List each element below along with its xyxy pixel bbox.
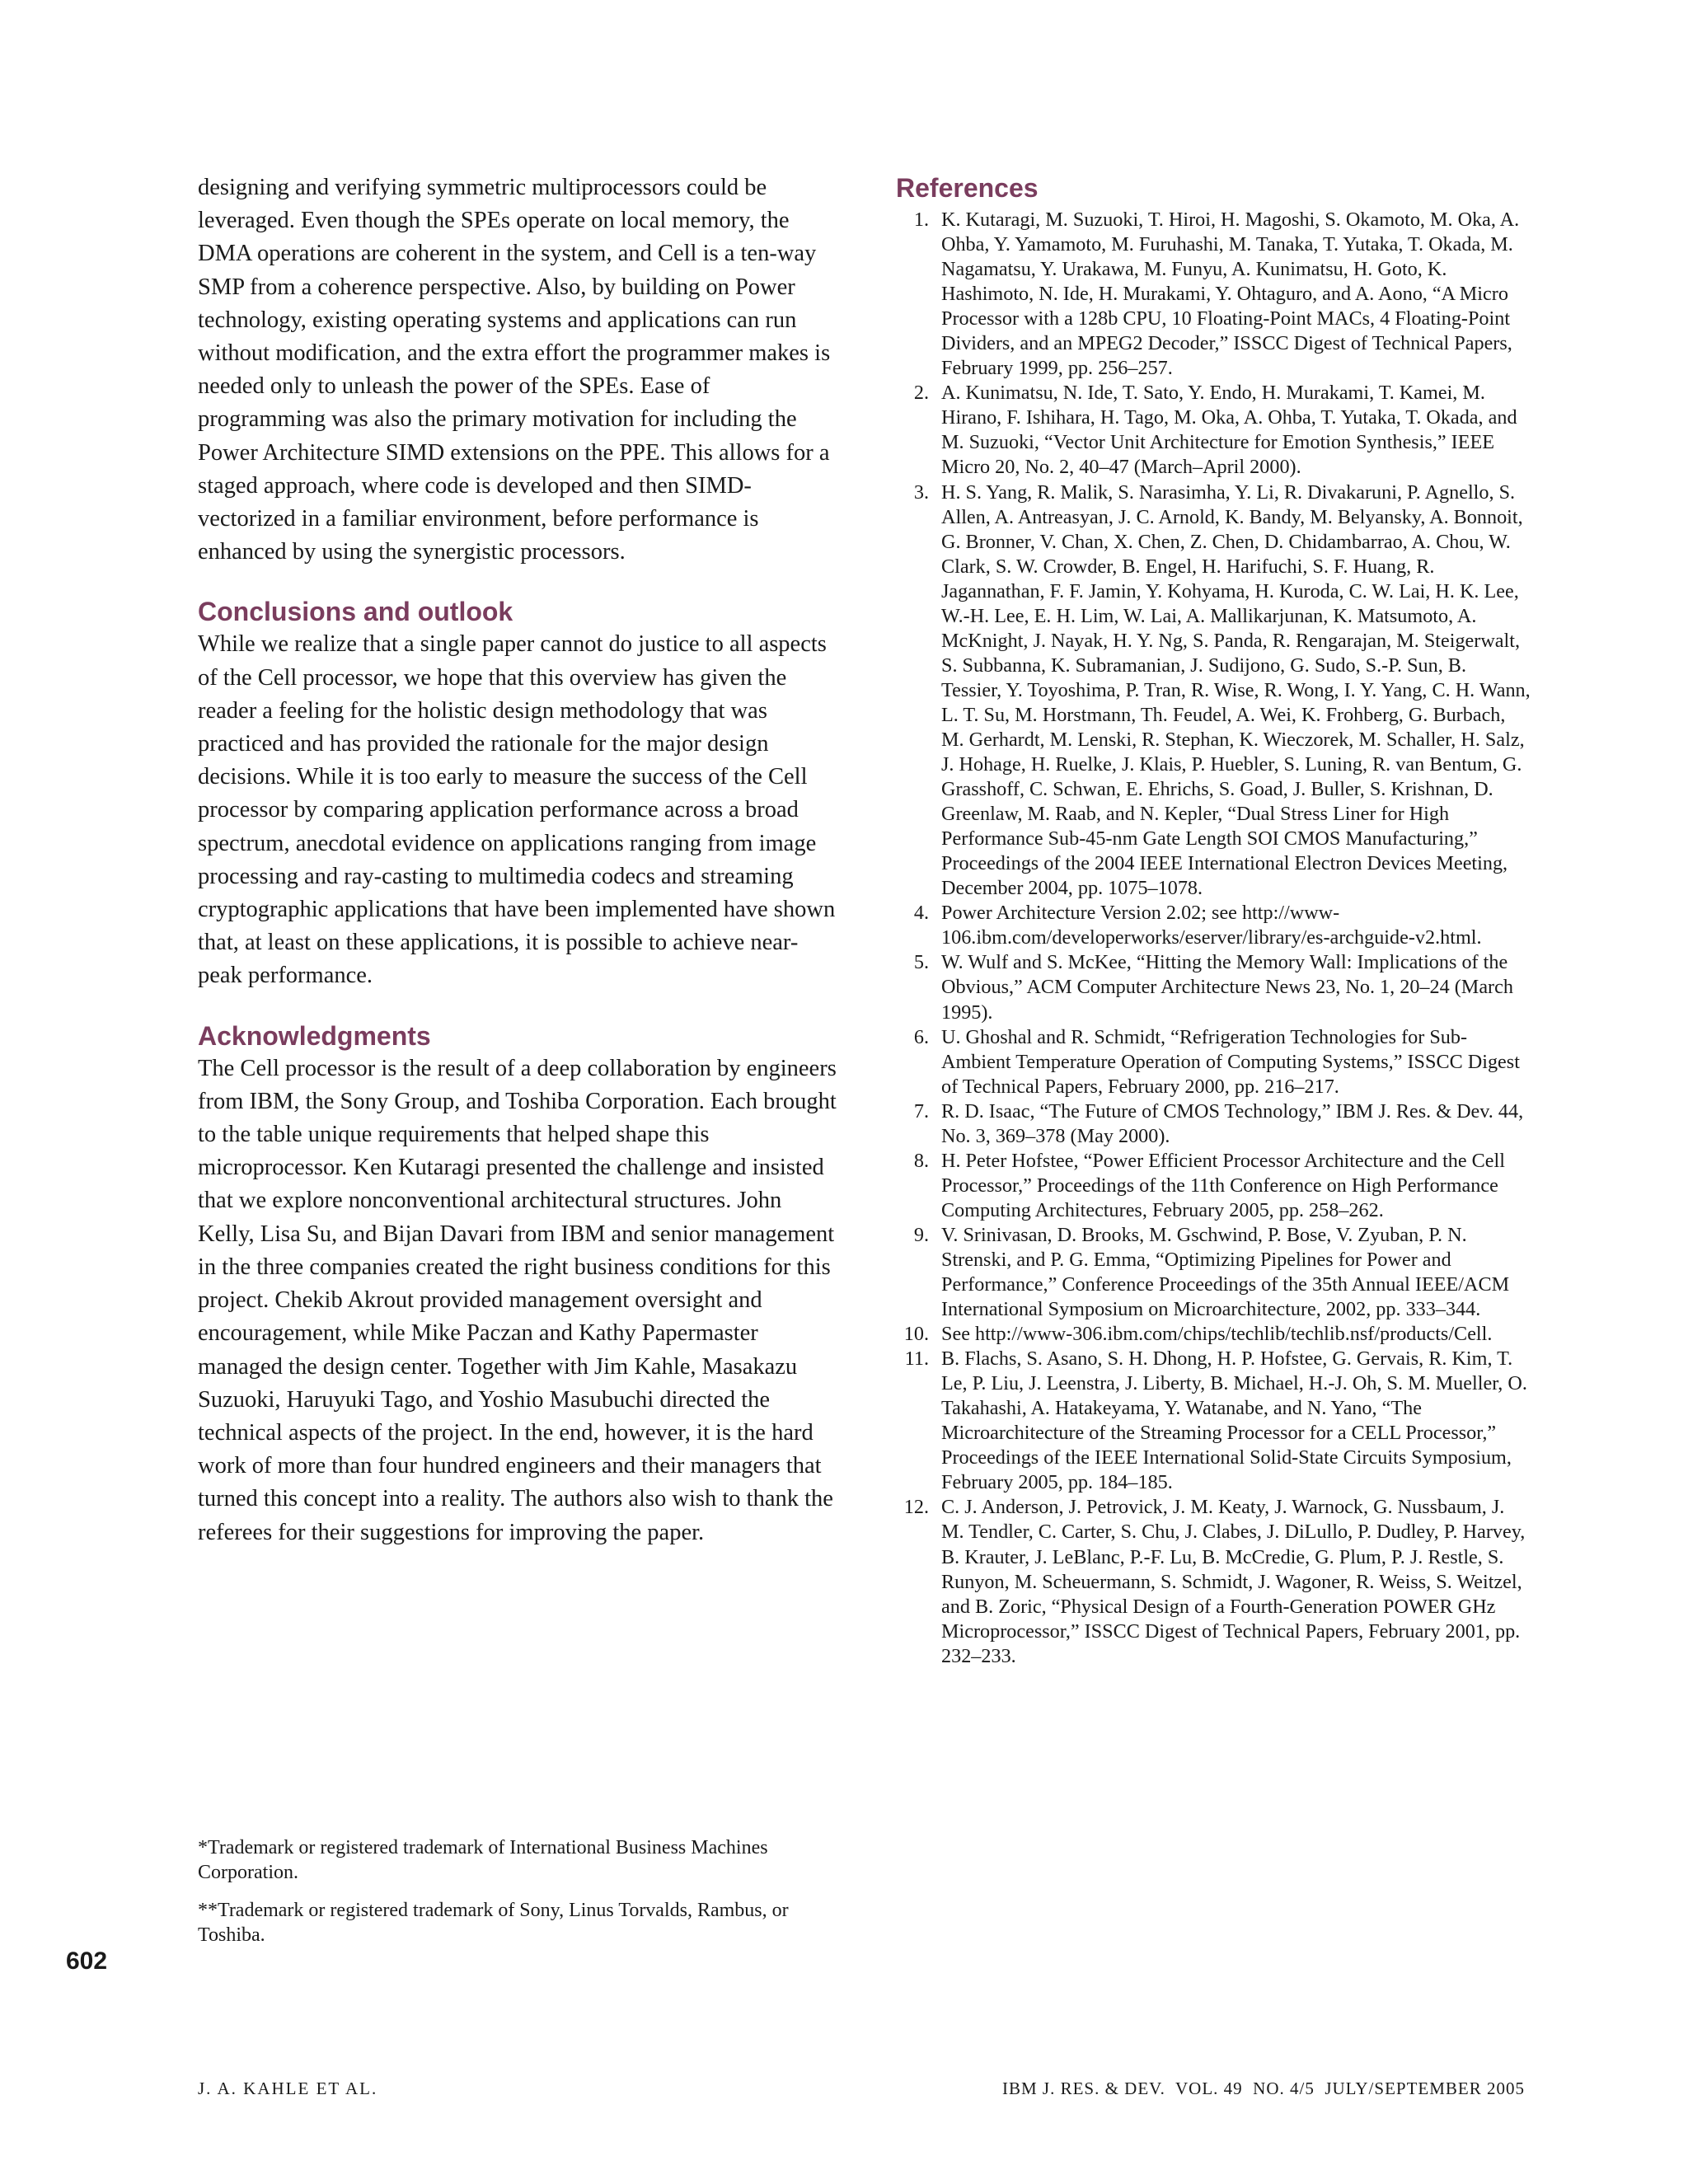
reference-number: 12. xyxy=(903,1496,929,1519)
reference-number: 11. xyxy=(904,1347,929,1371)
references-list xyxy=(896,208,1531,1669)
footer-journal-citation: IBM J. RES. & DEV. VOL. 49 NO. 4/5 JULY/SEPTEMBER 2005 xyxy=(1001,2079,1525,2098)
reference-number: 8. xyxy=(913,1149,929,1172)
reference-number: 9. xyxy=(913,1223,929,1246)
footer-authors: J. A. KAHLE ET AL. xyxy=(198,2079,378,2098)
reference-item xyxy=(896,381,1531,480)
reference-number: 1. xyxy=(913,209,929,231)
reference-item xyxy=(896,1322,1531,1347)
reference-number: 10. xyxy=(903,1323,929,1346)
conclusions-paragraph: While we realize that a single paper cannot do justice to all aspects of the Cell processor, we hope that this overview has given the reader a feeling for the holistic design methodology that was practiced and has provided the rationale for the major design decisions. While it is too early to measure the success of the Cell processor by comparing application performance across a broad spectrum, anecdotal evidence on applications ranging from image processing and ray-casting to multimedia codecs and streaming cryptographic applications that have been implemented have shown that, at least on these applications, it is possible to achieve near-peak performance. xyxy=(198,631,836,989)
reference-text: V. Srinivasan, D. Brooks, M. Gschwind, P. Bose, V. Zyuban, P. N. Strenski, and P. G. Emma, “Optimizing Pipelines for Power and Performance,” Conference Proceedings of the 35th Annual IEEE/ACM International Symposium on Microarchitecture, 2002, pp. 333–344. xyxy=(941,1223,1510,1321)
left-column xyxy=(198,171,839,1549)
reference-text: H. Peter Hofstee, “Power Efficient Processor Architecture and the Cell Processor,” Proceedings of the 11th Conference on High Performance Computing Architectures, February 2005, pp. 258–262. xyxy=(941,1149,1505,1221)
reference-text: H. S. Yang, R. Malik, S. Narasimha, Y. Li, R. Divakaruni, P. Agnello, S. Allen, A. Antreasyan, J. C. Arnold, K. Bandy, M. Belyansky, A. Bonnoit, G. Bronner, V. Chan, X. Chen, Z. Chen, D. Chidambarrao, A. Chou, W. Clark, S. W. Crowder, B. Engel, H. Harifuchi, S. F. Huang, R. Jagannathan, F. F. Jamin, Y. Kohyama, H. Kuroda, C. W. Lai, H. K. Lee, W.-H. Lee, E. H. Lim, W. Lai, A. Mallikarjunan, K. Matsumoto, A. McKnight, J. Nayak, H. Y. Ng, S. Panda, R. Rengarajan, M. Steigerwalt, S. Subbanna, K. Subramanian, J. Sudijono, G. Sudo, S.-P. Sun, B. Tessier, Y. Toyoshima, P. Tran, R. Wise, R. Wong, I. Y. Yang, C. H. Wann, L. T. Su, M. Horstmann, Th. Feudel, A. Wei, K. Frohberg, G. Burbach, M. Gerhardt, M. Lenski, R. Stephan, K. Wieczorek, M. Schaller, H. Salz, J. Hohage, H. Ruelke, J. Klais, P. Huebler, S. Luning, R. van Bentum, G. Grasshoff, C. Schwan, E. Ehrichs, S. Goad, J. Buller, S. Krishnan, D. Greenlaw, M. Raab, and N. Kepler, “Dual Stress Liner for High Performance Sub-45-nm Gate Length SOI CMOS Manufacturing,” Proceedings of the 2004 IEEE International Electron Devices Meeting, December 2004, pp. 1075–1078. xyxy=(941,480,1531,900)
acknowledgments-paragraph: The Cell processor is the result of a deep collaboration by engineers from IBM, the Sony Group, and Toshiba Corporation. Each brought to the table unique requirements that helped shape this microprocessor. Ken Kutaragi presented the challenge and insisted that we explore nonconventional architectural structures. John Kelly, Lisa Su, and Bijan Davari from IBM and senior management in the three companies created the right business conditions for this project. Chekib Akrout provided management oversight and encouragement, while Mike Paczan and Kathy Papermaster managed the design center. Together with Jim Kahle, Masakazu Suzuoki, Haruyuki Tago, and Yoshio Masubuchi directed the technical aspects of the project. In the end, however, it is the hard work of more than four hundred engineers and their managers that turned this concept into a reality. The authors also wish to thank the referees for their suggestions for improving the paper. xyxy=(198,1055,837,1545)
reference-number: 7. xyxy=(913,1099,929,1122)
reference-item xyxy=(896,901,1531,950)
reference-item xyxy=(896,1495,1531,1668)
reference-text: W. Wulf and S. McKee, “Hitting the Memory Wall: Implications of the Obvious,” ACM Computer Architecture News 23, No. 1, 20–24 (March 1995). xyxy=(941,951,1513,1024)
footnotes xyxy=(198,1835,841,1961)
reference-text: K. Kutaragi, M. Suzuoki, T. Hiroi, H. Magoshi, S. Okamoto, M. Oka, A. Ohba, Y. Yamamoto, M. Furuhashi, M. Tanaka, T. Yutaka, T. Okada, M. Nagamatsu, Y. Urakawa, M. Funyu, A. Kunimatsu, H. Goto, K. Hashimoto, N. Ide, H. Murakami, Y. Ohtaguro, and A. Aono, “A Micro Processor with a 128b CPU, 10 Floating-Point MACs, 4 Floating-Point Dividers, and an MPEG2 Decoder,” ISSCC Digest of Technical Papers, February 1999, pp. 256–257. xyxy=(941,209,1520,380)
reference-text: U. Ghoshal and R. Schmidt, “Refrigeration Technologies for Sub-Ambient Temperature Operation of Computing Systems,” ISSCC Digest of Technical Papers, February 2000, pp. 216–217. xyxy=(941,1025,1520,1098)
footnote-sony-trademark: **Trademark or registered trademark of Sony, Linus Torvalds, Rambus, or Toshiba. xyxy=(198,1900,789,1946)
intro-paragraph: designing and verifying symmetric multiprocessors could be leveraged. Even though the SPEs operate on local memory, the DMA operations are coherent in the system, and Cell is a ten-way SMP from a coherence perspective. Also, by building on Power technology, existing operating systems and applications can run without modification, and the extra effort the programmer makes is needed only to unleash the power of the SPEs. Ease of programming was also the primary motivation for including the Power Architecture SIMD extensions on the PPE. This allows for a staged approach, where code is developed and then SIMD-vectorized in a familiar environment, before performance is enhanced by using the synergistic processors. xyxy=(198,175,831,565)
reference-number: 5. xyxy=(913,951,929,974)
reference-text: Power Architecture Version 2.02; see http://www-106.ibm.com/developerworks/eserver/library/es-archguide-v2.html. xyxy=(941,902,1482,949)
reference-item xyxy=(896,1099,1531,1149)
references-heading: References xyxy=(896,173,1039,203)
reference-item xyxy=(896,480,1531,902)
reference-item xyxy=(896,1223,1531,1322)
reference-number: 6. xyxy=(913,1025,929,1048)
reference-text: See http://www-306.ibm.com/chips/techlib/techlib.nsf/products/Cell. xyxy=(941,1323,1493,1346)
reference-number: 4. xyxy=(913,902,929,925)
reference-text: B. Flachs, S. Asano, S. H. Dhong, H. P. Hofstee, G. Gervais, R. Kim, T. Le, P. Liu, J. Leenstra, J. Liberty, B. Michael, H.-J. Oh, S. M. Mueller, O. Takahashi, A. Hatakeyama, Y. Watanabe, and N. Yano, “The Microarchitecture of the Streaming Processor for a CELL Processor,” Proceedings of the IEEE International Solid-State Circuits Symposium, February 2005, pp. 184–185. xyxy=(941,1347,1527,1494)
reference-number: 3. xyxy=(913,480,929,504)
page-number: 602 xyxy=(66,1947,108,1975)
reference-item xyxy=(896,950,1531,1024)
conclusions-heading: Conclusions and outlook xyxy=(198,597,513,627)
references-column xyxy=(896,171,1531,1669)
reference-text: C. J. Anderson, J. Petrovick, J. M. Keaty, J. Warnock, G. Nussbaum, J. M. Tendler, C. Carter, S. Chu, J. Clabes, J. DiLullo, P. Dudley, P. Harvey, B. Krauter, J. LeBlanc, P.-F. Lu, B. McCredie, G. Plum, P. J. Restle, S. Runyon, M. Scheuermann, S. Schmidt, J. Wagoner, R. Weiss, S. Weitzel, and B. Zoric, “Physical Design of a Fourth-Generation POWER GHz Microprocessor,” ISSCC Digest of Technical Papers, February 2001, pp. 232–233. xyxy=(941,1496,1526,1667)
reference-item xyxy=(896,1149,1531,1223)
reference-number: 2. xyxy=(913,382,929,405)
reference-item xyxy=(896,1347,1531,1495)
reference-item xyxy=(896,208,1531,381)
acknowledgments-heading: Acknowledgments xyxy=(198,1020,431,1051)
reference-text: R. D. Isaac, “The Future of CMOS Technology,” IBM J. Res. & Dev. 44, No. 3, 369–378 (May 2000). xyxy=(941,1099,1524,1147)
reference-item xyxy=(896,1025,1531,1099)
reference-text: A. Kunimatsu, N. Ide, T. Sato, Y. Endo, H. Murakami, T. Kamei, M. Hirano, F. Ishihara, H. Tago, M. Oka, A. Ohba, T. Yutaka, T. Okada, and M. Suzuoki, “Vector Unit Architecture for Emotion Synthesis,” IEEE Micro 20, No. 2, 40–47 (March–April 2000). xyxy=(941,382,1517,479)
footnote-ibm-trademark: *Trademark or registered trademark of International Business Machines Corporation. xyxy=(198,1837,768,1883)
